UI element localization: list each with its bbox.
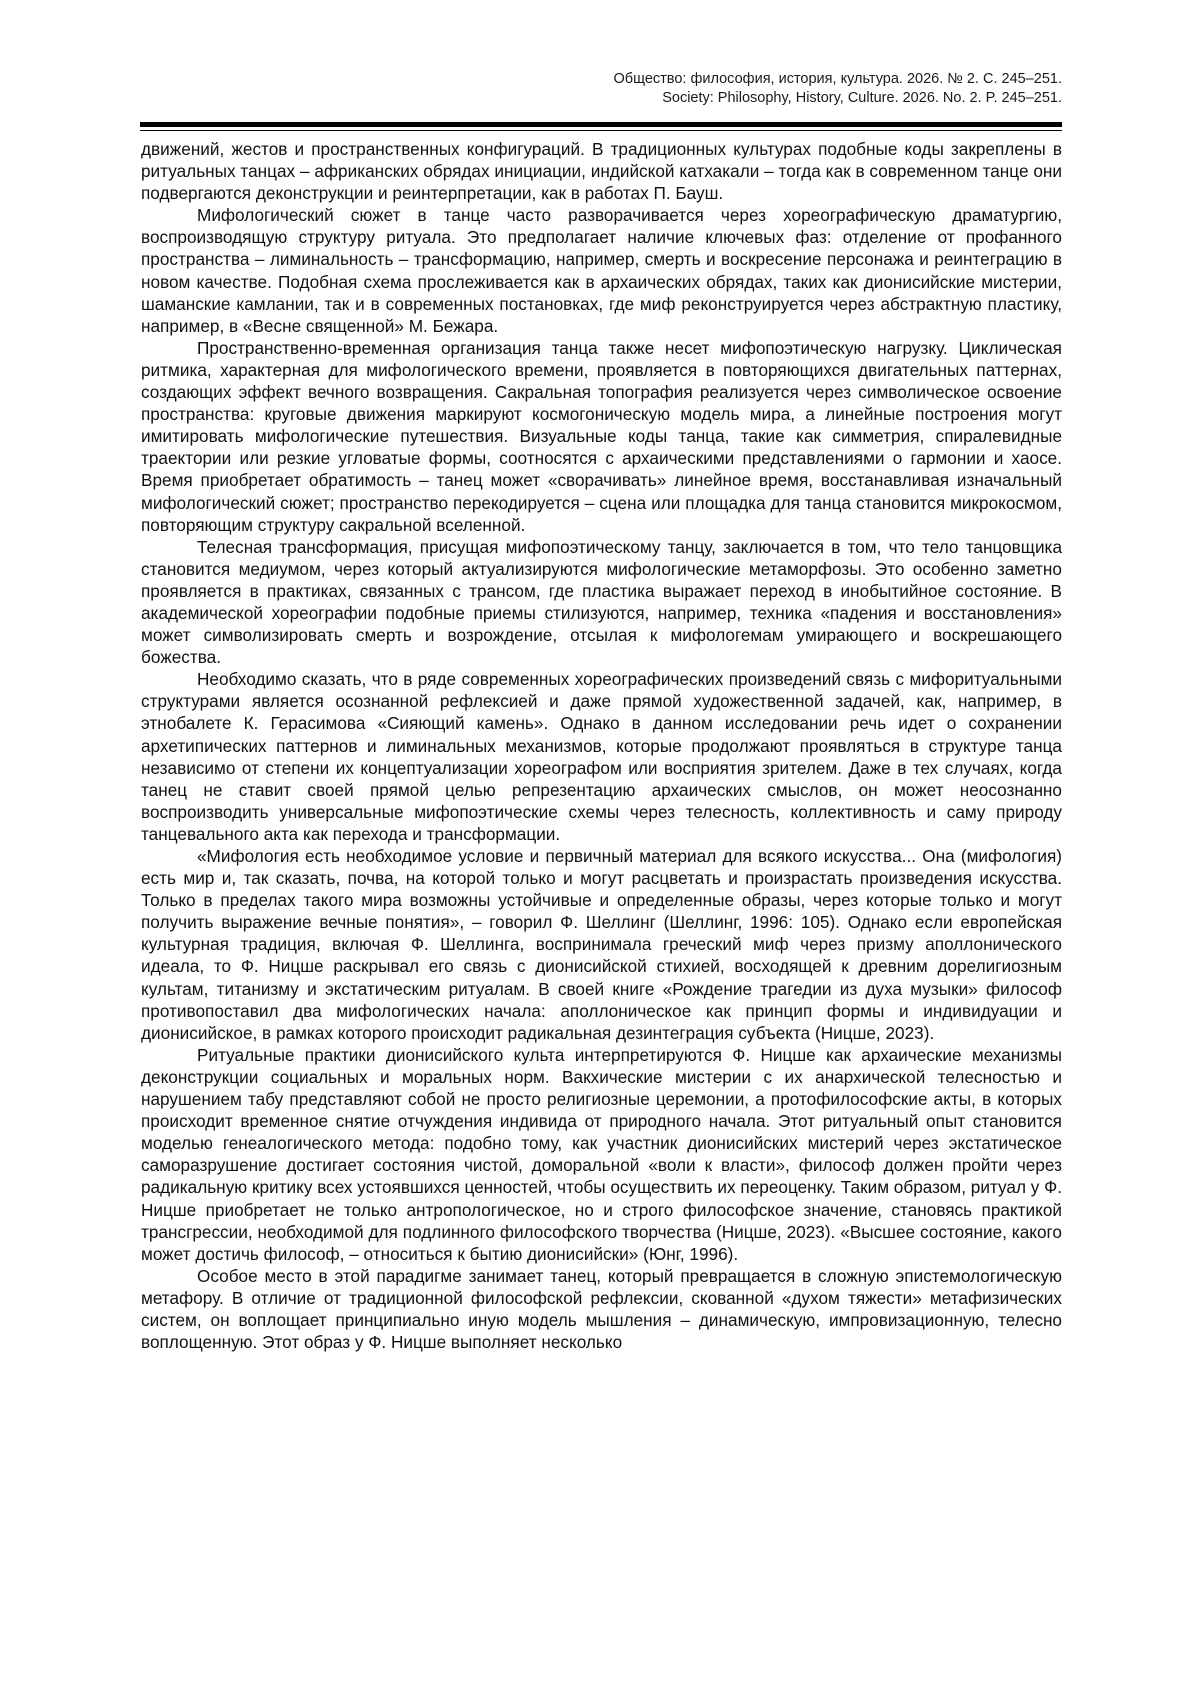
paragraph: Особое место в этой парадигме занимает танец, который превращается в сложную эпистемологическую метафору. В отличие от традиционной философской рефлексии, скованной «духом тяжести» метафизических систем, он воплощает принципиально иную модель мышления – динамическую, импровизационную, телесно воплощенную. Этот образ у Ф. Ницше выполняет несколько [141, 1265, 1062, 1353]
running-header [614, 70, 1063, 108]
article-body [141, 138, 1062, 1353]
header-rule-thick [140, 122, 1062, 127]
paragraph-continuation: движений, жестов и пространственных конфигураций. В традиционных культурах подобные коды закреплены в ритуальных танцах – африканских обрядах инициации, индийской катхакали – тогда как в современном танце они подвергаются деконструкции и реинтерпретации, как в работах П. Бауш. [141, 139, 1062, 204]
paragraph: Пространственно-временная организация танца также несет мифопоэтическую нагрузку. Циклическая ритмика, характерная для мифологического времени, проявляется в повторяющихся двигательных паттернах, создающих эффект вечного возвращения. Сакральная топография реализуется через символическое освоение пространства: круговые движения маркируют космогоническую модель мира, а линейные построения могут имитировать мифологические путешествия. Визуальные коды танца, такие как симметрия, спиралевидные траектории или резкие угловатые формы, соотносятся с архаическими представлениями о гармонии и хаосе. Время приобретает обратимость – танец может «сворачивать» линейное время, восстанавливая изначальный мифологический сюжет; пространство перекодируется – сцена или площадка для танца становится микрокосмом, повторяющим структуру сакральной вселенной. [141, 337, 1062, 535]
paragraph: Мифологический сюжет в танце часто разворачивается через хореографическую драматургию, воспроизводящую структуру ритуала. Это предполагает наличие ключевых фаз: отделение от профанного пространства – лиминальность – трансформацию, например, смерть и воскресение персонажа и реинтеграцию в новом качестве. Подобная схема прослеживается как в архаических обрядах, таких как дионисийские мистерии, шаманские камлании, так и в современных постановках, где миф реконструируется через абстрактную пластику, например, в «Весне священной» М. Бежара. [141, 205, 1062, 336]
paragraph: Ритуальные практики дионисийского культа интерпретируются Ф. Ницше как архаические механизмы деконструкции социальных и моральных норм. Вакхические мистерии с их анархической телесностью и нарушением табу представляют собой не просто религиозные церемонии, а протофилософские акты, в которых происходит временное снятие отчуждения индивида от природного начала. Этот ритуальный опыт становится моделью генеалогического метода: подобно тому, как участник дионисийских мистерий через экстатическое саморазрушение достигает состояния чистой, доморальной «воли к власти», философ должен пройти через радикальную критику всех устоявшихся ценностей, чтобы осуществить их переоценку. Таким образом, ритуал у Ф. Ницше приобретает не только антропологическое, но и строго философское значение, становясь практикой трансгрессии, необходимой для подлинного философского творчества (Ницше, 2023). «Высшее состояние, какого может достичь философ, – относиться к бытию дионисийски» (Юнг, 1996). [141, 1044, 1062, 1264]
header-rule-thin [140, 130, 1062, 131]
paragraph-quote: «Мифология есть необходимое условие и первичный материал для всякого искусства... Она (мифология) есть мир и, так сказать, почва, на которой только и могут расцветать и произрастать произведения искусства. Только в пределах такого мира возможны устойчивые и определенные образы, через которые только и могут получить выражение вечные понятия», – говорил Ф. Шеллинг (Шеллинг, 1996: 105). Однако если европейская культурная традиция, включая Ф. Шеллинга, воспринимала греческий миф через призму аполлонического идеала, то Ф. Ницше раскрывал его связь с дионисийской стихией, восходящей к древним дорелигиозным культам, титанизму и экстатическим ритуалам. В своей книге «Рождение трагедии из духа музыки» философ противопоставил два мифологических начала: аполлоническое как принцип формы и индивидуации и дионисийское, в рамках которого происходит радикальная дезинтеграция субъекта (Ницше, 2023). [141, 846, 1062, 1043]
paragraph: Необходимо сказать, что в ряде современных хореографических произведений связь с мифоритуальными структурами является осознанной рефлексией и даже прямой художественной задачей, как, например, в этнобалете К. Герасимова «Сияющий камень». Однако в данном исследовании речь идет о сохранении архетипических паттернов и лиминальных механизмов, которые продолжают проявляться в структуре танца независимо от степени их концептуализации хореографом или восприятия зрителем. Даже в тех случаях, когда танец не ставит своей прямой целью репрезентацию архаических смыслов, он может неосознанно воспроизводить универсальные мифопоэтические схемы через телесность, коллективность и саму природу танцевального акта как перехода и трансформации. [141, 669, 1062, 844]
journal-citation-en: Society: Philosophy, History, Culture. 2026. No. 2. P. 245–251. [662, 90, 1062, 106]
paragraph: Телесная трансформация, присущая мифопоэтическому танцу, заключается в том, что тело танцовщика становится медиумом, через который актуализируются мифологические метаморфозы. Это особенно заметно проявляется в практиках, связанных с трансом, где пластика выражает переход в инобытийное состояние. В академической хореографии подобные приемы стилизуются, например, техника «падения и восстановления» может символизировать смерть и возрождение, отсылая к мифологемам умирающего и воскрешающего божества. [141, 536, 1062, 668]
journal-citation-ru: Общество: философия, история, культура. 2026. № 2. С. 245–251. [613, 71, 1062, 87]
